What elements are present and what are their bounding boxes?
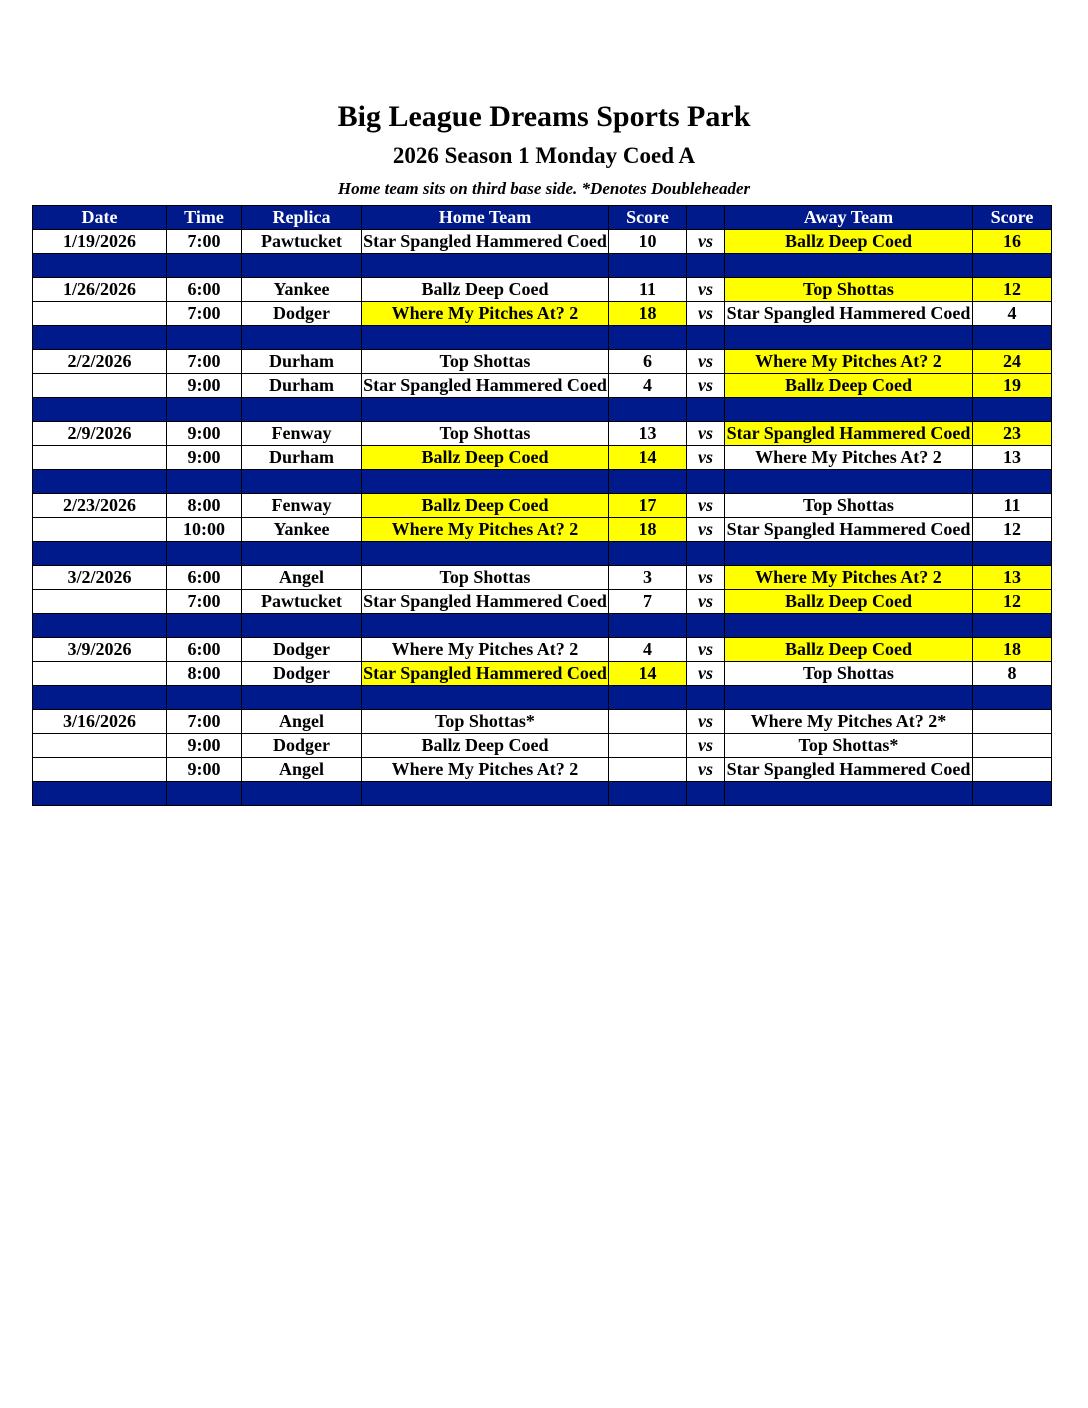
- game-time: 7:00: [167, 302, 242, 326]
- game-time: 10:00: [167, 518, 242, 542]
- separator-cell: [687, 398, 725, 422]
- vs-label: vs: [687, 518, 725, 542]
- game-date: [33, 734, 167, 758]
- table-header-row: [33, 206, 1052, 230]
- field-replica: Dodger: [242, 302, 362, 326]
- separator-cell: [33, 254, 167, 278]
- home-team: Top Shottas*: [362, 710, 609, 734]
- home-score: 7: [609, 590, 687, 614]
- separator-cell: [687, 470, 725, 494]
- home-score: [609, 758, 687, 782]
- home-team: Top Shottas: [362, 566, 609, 590]
- separator-cell: [973, 542, 1052, 566]
- away-team: Where My Pitches At? 2: [725, 566, 973, 590]
- away-score: 12: [973, 590, 1052, 614]
- separator-cell: [33, 782, 167, 806]
- separator-cell: [687, 614, 725, 638]
- column-header-date: Date: [33, 206, 167, 230]
- separator-row: [33, 326, 1052, 350]
- home-score: 13: [609, 422, 687, 446]
- field-replica: Angel: [242, 566, 362, 590]
- vs-label: vs: [687, 590, 725, 614]
- separator-cell: [33, 470, 167, 494]
- game-date: [33, 590, 167, 614]
- separator-cell: [242, 686, 362, 710]
- table-row: [33, 494, 1052, 518]
- table-row: [33, 518, 1052, 542]
- separator-row: [33, 542, 1052, 566]
- field-replica: Durham: [242, 446, 362, 470]
- home-team: Where My Pitches At? 2: [362, 518, 609, 542]
- separator-cell: [33, 398, 167, 422]
- vs-label: vs: [687, 662, 725, 686]
- separator-cell: [973, 470, 1052, 494]
- separator-cell: [609, 398, 687, 422]
- home-team: Where My Pitches At? 2: [362, 302, 609, 326]
- away-team: Top Shottas: [725, 278, 973, 302]
- field-replica: Durham: [242, 350, 362, 374]
- game-date: [33, 758, 167, 782]
- field-replica: Yankee: [242, 278, 362, 302]
- separator-cell: [609, 542, 687, 566]
- separator-cell: [725, 470, 973, 494]
- home-score: [609, 734, 687, 758]
- game-date: 3/9/2026: [33, 638, 167, 662]
- game-time: 8:00: [167, 662, 242, 686]
- home-score: 6: [609, 350, 687, 374]
- away-score: 24: [973, 350, 1052, 374]
- separator-cell: [362, 614, 609, 638]
- home-team: Star Spangled Hammered Coed: [362, 230, 609, 254]
- table-row: [33, 230, 1052, 254]
- game-time: 7:00: [167, 710, 242, 734]
- separator-cell: [167, 326, 242, 350]
- table-row: [33, 350, 1052, 374]
- vs-label: vs: [687, 446, 725, 470]
- separator-cell: [609, 782, 687, 806]
- away-score: 16: [973, 230, 1052, 254]
- separator-cell: [242, 398, 362, 422]
- separator-cell: [33, 326, 167, 350]
- away-team: Top Shottas: [725, 662, 973, 686]
- separator-cell: [167, 686, 242, 710]
- vs-label: vs: [687, 494, 725, 518]
- separator-cell: [167, 542, 242, 566]
- separator-row: [33, 470, 1052, 494]
- home-score: 3: [609, 566, 687, 590]
- away-team: Top Shottas: [725, 494, 973, 518]
- away-score: 23: [973, 422, 1052, 446]
- away-team: Star Spangled Hammered Coed: [725, 302, 973, 326]
- home-team: Star Spangled Hammered Coed: [362, 662, 609, 686]
- field-replica: Dodger: [242, 662, 362, 686]
- separator-cell: [167, 254, 242, 278]
- schedule-body: [33, 230, 1052, 806]
- separator-cell: [167, 782, 242, 806]
- schedule-table: [32, 205, 1052, 806]
- table-row: [33, 422, 1052, 446]
- home-score: 18: [609, 302, 687, 326]
- separator-cell: [687, 254, 725, 278]
- home-team: Where My Pitches At? 2: [362, 758, 609, 782]
- game-date: 2/9/2026: [33, 422, 167, 446]
- table-row: [33, 374, 1052, 398]
- home-score: 11: [609, 278, 687, 302]
- game-time: 6:00: [167, 566, 242, 590]
- column-header-home-score: Score: [609, 206, 687, 230]
- away-team: Star Spangled Hammered Coed: [725, 758, 973, 782]
- game-time: 9:00: [167, 734, 242, 758]
- home-score: 14: [609, 662, 687, 686]
- separator-cell: [725, 686, 973, 710]
- separator-cell: [687, 326, 725, 350]
- game-date: [33, 374, 167, 398]
- away-team: Where My Pitches At? 2*: [725, 710, 973, 734]
- away-score: 12: [973, 278, 1052, 302]
- field-replica: Angel: [242, 710, 362, 734]
- away-score: [973, 734, 1052, 758]
- table-row: [33, 710, 1052, 734]
- home-score: 18: [609, 518, 687, 542]
- separator-cell: [362, 326, 609, 350]
- away-team: Where My Pitches At? 2: [725, 350, 973, 374]
- game-time: 9:00: [167, 758, 242, 782]
- away-score: 8: [973, 662, 1052, 686]
- separator-cell: [609, 686, 687, 710]
- separator-cell: [973, 254, 1052, 278]
- game-date: 2/23/2026: [33, 494, 167, 518]
- separator-cell: [362, 686, 609, 710]
- separator-row: [33, 614, 1052, 638]
- table-row: [33, 662, 1052, 686]
- column-header-away-team: Away Team: [725, 206, 973, 230]
- column-header-replica: Replica: [242, 206, 362, 230]
- separator-cell: [725, 542, 973, 566]
- separator-cell: [33, 686, 167, 710]
- table-row: [33, 302, 1052, 326]
- separator-cell: [973, 398, 1052, 422]
- column-header-away-score: Score: [973, 206, 1052, 230]
- game-time: 7:00: [167, 590, 242, 614]
- separator-cell: [725, 614, 973, 638]
- away-score: 4: [973, 302, 1052, 326]
- vs-label: vs: [687, 350, 725, 374]
- home-team: Star Spangled Hammered Coed: [362, 590, 609, 614]
- table-row: [33, 590, 1052, 614]
- away-team: Star Spangled Hammered Coed: [725, 518, 973, 542]
- home-score: 17: [609, 494, 687, 518]
- away-score: [973, 758, 1052, 782]
- away-score: 11: [973, 494, 1052, 518]
- field-replica: Fenway: [242, 494, 362, 518]
- away-team: Ballz Deep Coed: [725, 374, 973, 398]
- game-time: 9:00: [167, 422, 242, 446]
- field-replica: Fenway: [242, 422, 362, 446]
- game-time: 7:00: [167, 350, 242, 374]
- home-team: Where My Pitches At? 2: [362, 638, 609, 662]
- schedule-subtitle: 2026 Season 1 Monday Coed A: [392, 143, 696, 168]
- table-row: [33, 566, 1052, 590]
- home-team: Ballz Deep Coed: [362, 734, 609, 758]
- game-time: 7:00: [167, 230, 242, 254]
- separator-cell: [725, 398, 973, 422]
- game-date: 2/2/2026: [33, 350, 167, 374]
- separator-cell: [362, 542, 609, 566]
- home-team: Ballz Deep Coed: [362, 446, 609, 470]
- separator-cell: [609, 254, 687, 278]
- field-replica: Angel: [242, 758, 362, 782]
- field-replica: Pawtucket: [242, 230, 362, 254]
- home-team: Star Spangled Hammered Coed: [362, 374, 609, 398]
- separator-row: [33, 398, 1052, 422]
- game-date: [33, 662, 167, 686]
- separator-cell: [725, 254, 973, 278]
- game-date: [33, 446, 167, 470]
- home-team: Top Shottas: [362, 422, 609, 446]
- away-team: Ballz Deep Coed: [725, 638, 973, 662]
- game-date: 3/2/2026: [33, 566, 167, 590]
- away-team: Star Spangled Hammered Coed: [725, 422, 973, 446]
- away-score: 19: [973, 374, 1052, 398]
- separator-cell: [362, 470, 609, 494]
- separator-cell: [242, 542, 362, 566]
- home-score: [609, 710, 687, 734]
- home-team: Ballz Deep Coed: [362, 278, 609, 302]
- game-time: 6:00: [167, 638, 242, 662]
- vs-label: vs: [687, 278, 725, 302]
- separator-cell: [242, 254, 362, 278]
- home-score: 4: [609, 374, 687, 398]
- separator-cell: [609, 470, 687, 494]
- schedule-note: Home team sits on third base side. *Denotes Doubleheader: [337, 179, 751, 198]
- game-date: [33, 518, 167, 542]
- separator-cell: [973, 614, 1052, 638]
- column-header-time: Time: [167, 206, 242, 230]
- separator-cell: [687, 782, 725, 806]
- vs-label: vs: [687, 422, 725, 446]
- separator-cell: [725, 782, 973, 806]
- game-time: 9:00: [167, 374, 242, 398]
- separator-cell: [242, 614, 362, 638]
- separator-cell: [167, 398, 242, 422]
- column-header-home-team: Home Team: [362, 206, 609, 230]
- table-row: [33, 278, 1052, 302]
- separator-cell: [609, 614, 687, 638]
- separator-cell: [33, 542, 167, 566]
- separator-cell: [362, 782, 609, 806]
- separator-cell: [973, 326, 1052, 350]
- vs-label: vs: [687, 758, 725, 782]
- vs-label: vs: [687, 302, 725, 326]
- separator-row: [33, 254, 1052, 278]
- game-time: 9:00: [167, 446, 242, 470]
- away-score: 13: [973, 566, 1052, 590]
- away-score: 18: [973, 638, 1052, 662]
- game-date: 1/26/2026: [33, 278, 167, 302]
- vs-label: vs: [687, 638, 725, 662]
- home-score: 4: [609, 638, 687, 662]
- separator-cell: [167, 470, 242, 494]
- game-date: [33, 302, 167, 326]
- separator-cell: [242, 782, 362, 806]
- separator-cell: [362, 254, 609, 278]
- separator-cell: [362, 398, 609, 422]
- separator-cell: [242, 326, 362, 350]
- vs-label: vs: [687, 710, 725, 734]
- separator-cell: [687, 542, 725, 566]
- separator-cell: [687, 686, 725, 710]
- field-replica: Pawtucket: [242, 590, 362, 614]
- vs-label: vs: [687, 734, 725, 758]
- field-replica: Dodger: [242, 638, 362, 662]
- game-date: 3/16/2026: [33, 710, 167, 734]
- home-score: 10: [609, 230, 687, 254]
- home-team: Top Shottas: [362, 350, 609, 374]
- away-score: [973, 710, 1052, 734]
- page-title: Big League Dreams Sports Park: [337, 100, 751, 133]
- game-time: 8:00: [167, 494, 242, 518]
- game-time: 6:00: [167, 278, 242, 302]
- separator-cell: [609, 326, 687, 350]
- vs-label: vs: [687, 230, 725, 254]
- away-team: Ballz Deep Coed: [725, 590, 973, 614]
- away-team: Top Shottas*: [725, 734, 973, 758]
- table-row: [33, 734, 1052, 758]
- away-team: Where My Pitches At? 2: [725, 446, 973, 470]
- field-replica: Durham: [242, 374, 362, 398]
- vs-label: vs: [687, 374, 725, 398]
- separator-cell: [973, 782, 1052, 806]
- field-replica: Yankee: [242, 518, 362, 542]
- separator-cell: [725, 326, 973, 350]
- field-replica: Dodger: [242, 734, 362, 758]
- column-header-vs: [687, 206, 725, 230]
- home-team: Ballz Deep Coed: [362, 494, 609, 518]
- separator-cell: [973, 686, 1052, 710]
- away-team: Ballz Deep Coed: [725, 230, 973, 254]
- table-row: [33, 758, 1052, 782]
- separator-cell: [242, 470, 362, 494]
- away-score: 12: [973, 518, 1052, 542]
- separator-row: [33, 686, 1052, 710]
- vs-label: vs: [687, 566, 725, 590]
- separator-cell: [33, 614, 167, 638]
- table-row: [33, 638, 1052, 662]
- game-date: 1/19/2026: [33, 230, 167, 254]
- separator-cell: [167, 614, 242, 638]
- away-score: 13: [973, 446, 1052, 470]
- table-row: [33, 446, 1052, 470]
- separator-row: [33, 782, 1052, 806]
- home-score: 14: [609, 446, 687, 470]
